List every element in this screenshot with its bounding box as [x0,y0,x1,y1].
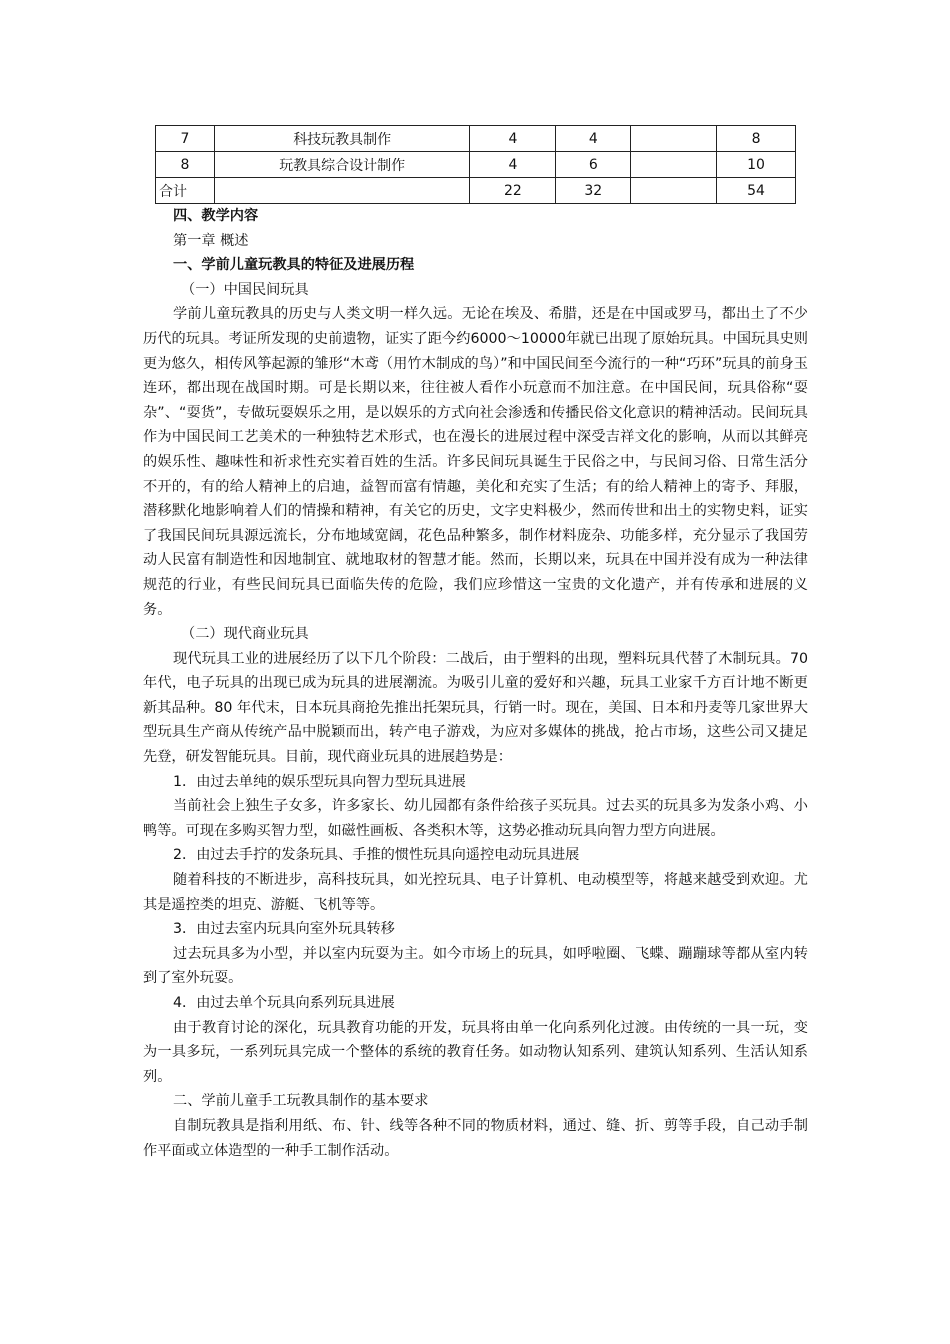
cell-theory: 4 [470,152,556,178]
paragraph: 学前儿童玩教具的历史与人类文明一样久远。无论在埃及、希腊，还是在中国或罗马，都出土了不少历代的玩具。考证所发现的史前遗物，证实了距今约6000～10000年就已出现了原始玩具。中国玩具史则更为悠久，相传风筝起源的雏形“木鸢（用竹木制成的鸟）”和中国民间至今流行的一种“巧环”玩具的前身玉连环，都出现在战国时期。可是长期以来，往往被人看作小玩意而不加注意。在中国民间，玩具俗称“耍杂”、“耍货”，专做玩耍娱乐之用，是以娱乐的方式向社会渗透和传播民俗文化意识的精神活动。民间玩具作为中国民间工艺美术的一种独特艺术形式，也在漫长的进展过程中深受吉祥文化的影响，从而以其鲜亮的娱乐性、趣味性和祈求性充实着百姓的生活。许多民间玩具诞生于民俗之中，与民间习俗、日常生活分不开的，有的给人精神上的启迪，益智而富有情趣，美化和充实了生活；有的给人精神上的寄予、拜服，潜移默化地影响着人们的情操和精神，有关它的历史，文字史料极少，然而传世和出土的实物史料，证实了我国民间玩具源远流长，分布地域宽阔，花色品种繁多，制作材料庞杂、功能多样，充分显示了我国劳动人民富有制造性和因地制宜、就地取材的智慧才能。然而，长期以来，玩具在中国并没有成为一种法律规范的行业，有些民间玩具已面临失传的危险，我们应珍惜这一宝贵的文化遗产，并有传承和进展的义务。 [143,306,808,618]
paragraph: 随着科技的不断进步，高科技玩具，如光控玩具、电子计算机、电动模型等，将越来越受到欢迎。尤其是遥控类的坦克、游艇、飞机等等。 [143,872,808,913]
heading: 一、学前儿童玩教具的特征及进展历程 [173,257,415,274]
cell-practice: 32 [556,178,631,204]
list-item: 1．由过去单纯的娱乐型玩具向智力型玩具进展 [173,773,466,790]
list-item: 2．由过去手拧的发条玩具、手推的惯性玩具向遥控电动玩具进展 [173,847,580,864]
chapter-title: 第一章 概述 [173,232,249,249]
document-body [143,204,808,1163]
subheading: （二）现代商业玩具 [181,626,309,643]
paragraph: 当前社会上独生子女多，许多家长、幼儿园都有条件给孩子买玩具。过去买的玩具多为发条小鸡、小鸭等。可现在多购买智力型，如磁性画板、各类积木等，这势必推动玩具向智力型方向进展。 [143,798,808,839]
table-row [156,126,796,152]
subheading: （一）中国民间玩具 [181,281,309,298]
cell-name [214,178,470,204]
cell-total: 8 [717,126,796,152]
paragraph: 过去玩具多为小型，并以室内玩耍为主。如今市场上的玩具，如呼啦圈、飞蝶、蹦蹦球等都从室内转到了室外玩耍。 [143,945,808,987]
cell-total: 10 [717,152,796,178]
cell-no: 7 [156,126,215,152]
cell-theory: 4 [470,126,556,152]
cell-practice: 6 [556,152,631,178]
cell-no: 合计 [156,178,215,204]
paragraph: 现代玩具工业的进展经历了以下几个阶段：二战后，由于塑料的出现，塑料玩具代替了木制玩具。70 年代，电子玩具的出现已成为玩具的进展潮流。为吸引儿童的爱好和兴趣，玩具工业家千方百计地不断更新其品种。80 年代末，日本玩具商抢先推出托架玩具，行销一时。现在，美国、日本和丹麦等几家世界大型玩具生产商从传统产品中脱颖而出，转产电子游戏，为应对多媒体的挑战，抢占市场，这些公司又捷足先登，研发智能玩具。目前，现代商业玩具的进展趋势是： [143,650,808,766]
cell-no: 8 [156,152,215,178]
cell-other [631,152,717,178]
heading: 二、学前儿童手工玩教具制作的基本要求 [173,1093,429,1110]
cell-practice: 4 [556,126,631,152]
paragraph: 由于教育讨论的深化，玩具教育功能的开发，玩具将由单一化向系列化过渡。由传统的一具一玩，变为一具多玩，一系列玩具完成一个整体的系统的教育任务。如动物认知系列、建筑认知系列、生活认知系列。 [143,1019,808,1085]
table-row [156,152,796,178]
cell-name: 科技玩教具制作 [214,126,470,152]
list-item: 4．由过去单个玩具向系列玩具进展 [173,995,395,1011]
course-hours-table [155,125,796,204]
cell-total: 54 [717,178,796,204]
cell-other [631,178,717,204]
list-item: 3．由过去室内玩具向室外玩具转移 [173,921,395,938]
cell-name: 玩教具综合设计制作 [214,152,470,178]
cell-theory: 22 [470,178,556,204]
cell-other [631,126,717,152]
section-heading: 四、教学内容 [173,208,259,224]
table-row [156,178,796,204]
paragraph: 自制玩教具是指利用纸、布、针、线等各种不同的物质材料，通过、缝、折、剪等手段，自己动手制作平面或立体造型的一种手工制作活动。 [143,1117,808,1159]
